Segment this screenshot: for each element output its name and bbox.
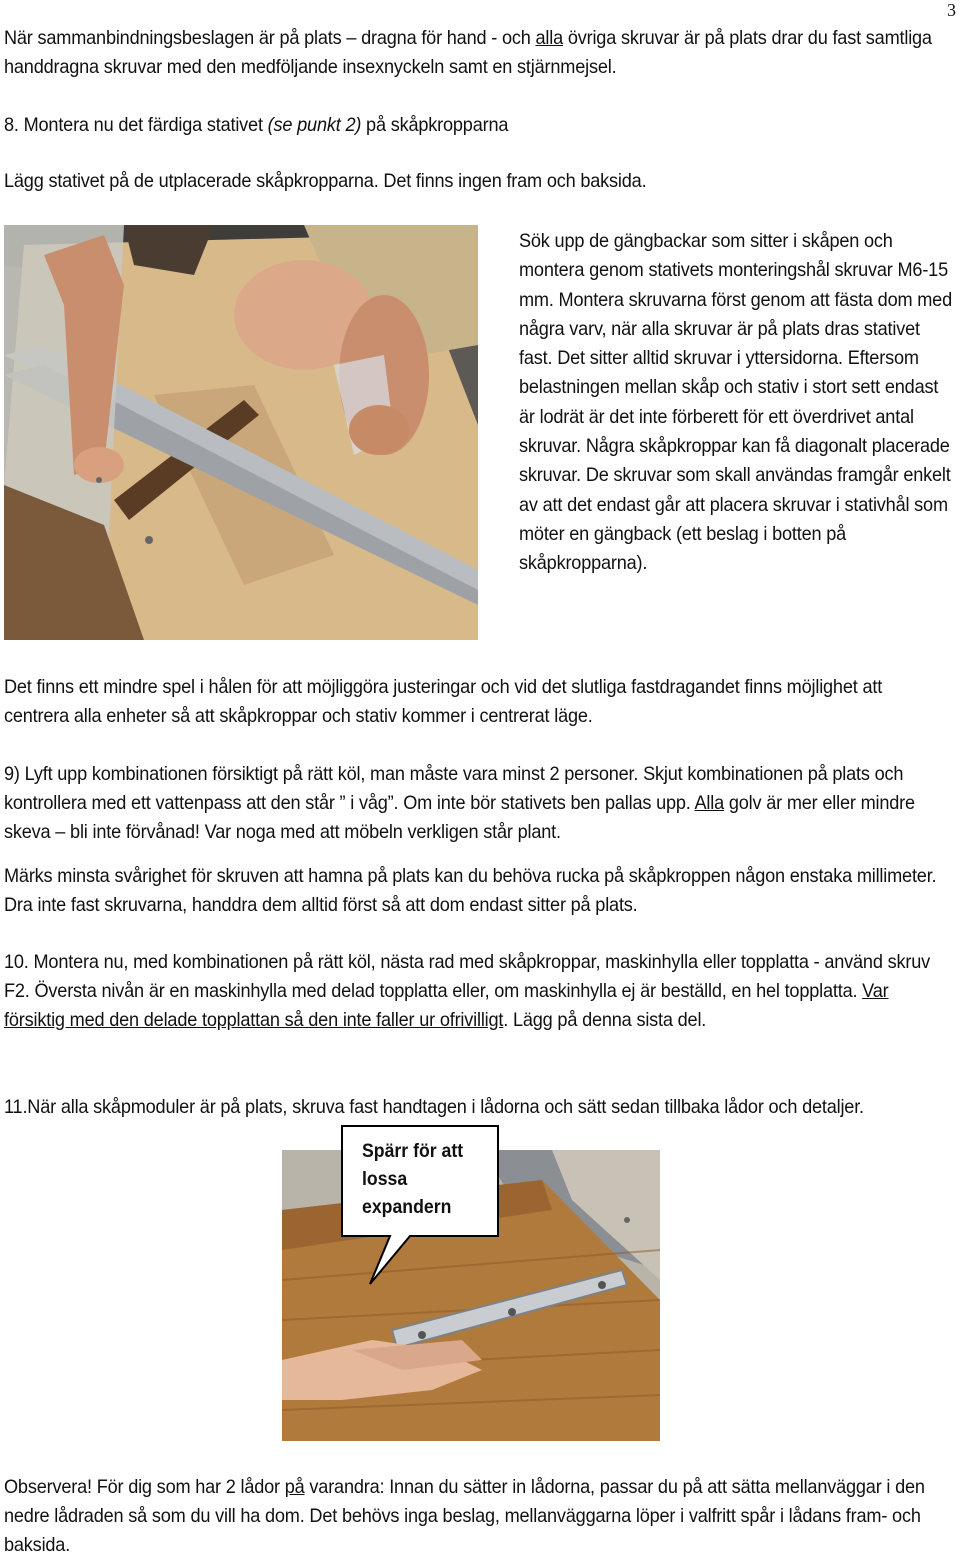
- photo-frame-mounting-illustration: [4, 225, 478, 640]
- step-11: 11.När alla skåpmoduler är på plats, skruva fast handtagen i lådorna och sätt sedan tillbaka lådor och detaljer.: [4, 1096, 864, 1118]
- page-number: 3: [947, 0, 956, 20]
- paragraph-observe: Observera! För dig som har 2 lådor på varandra: Innan du sätter in lådorna, passar du på att sätta mellanväggar i den nedre lådraden så som du vill ha dom. Det behövs inga beslag, mellanväggarna löper i valfritt spår i lådans fram- och baksida.: [4, 1476, 925, 1556]
- step-10: 10. Montera nu, med kombinationen på rätt köl, nästa rad med skåpkroppar, maskinhylla eller topplatta - använd skruv F2. Översta nivån är en maskinhylla med delad topplatta eller, om maskinhylla ej är beställd, en hel topplatta. Var försiktig med den delade topplattan så den inte faller ur ofrivilligt. Lägg på denna sista del.: [4, 951, 930, 1031]
- underlined-warning: Var försiktig med den delade topplattan så den inte faller ur ofrivilligt: [4, 980, 889, 1031]
- side-instructions: Sök upp de gängbackar som sitter i skåpen och montera genom stativets monteringshål skruvar M6-15 mm. Montera skruvarna först genom att fästa dom med några varv, när alla skruvar är på plats dras stativet fast. Det sitter alltid skruvar i yttersidorna. Eftersom belastningen mellan skåp och stativ i stort sett endast är lodrät är det inte förberett för ett överdrivet antal skruvar. Några skåpkroppar kan få diagonalt placerade skruvar. De skruvar som skall användas framgår enkelt av att det endast går att placera skruvar i stativhål som möter en gängback (ett beslag i botten på skåpkropparna).: [519, 230, 952, 575]
- paragraph-lay-frame: Lägg stativet på de utplacerade skåpkropparna. Det finns ingen fram och baksida.: [4, 170, 647, 192]
- paragraph-adjust: Märks minsta svårighet för skruven att hamna på plats kan du behöva rucka på skåpkroppen någon enstaka millimeter. Dra inte fast skruvarna, handdra dem alltid först så att dom endast sitter på plats.: [4, 865, 937, 916]
- underlined-word: alla: [535, 27, 563, 49]
- callout-text: Spärr för att lossa expandern: [362, 1141, 464, 1218]
- underlined-word: Alla: [694, 792, 725, 814]
- step-9: 9) Lyft upp kombinationen försiktigt på rätt köl, man måste vara minst 2 personer. Skjut kombinationen på plats och kontrollera med ett vattenpass att den står ” i våg”. Om inte bör stativets ben pallas upp. Alla golv är mer eller mindre skeva – bli inte förvånad! Var noga med att möbeln verkligen står plant.: [4, 763, 915, 843]
- underlined-word: på: [284, 1476, 305, 1498]
- paragraph-tightening: När sammanbindningsbeslagen är på plats – dragna för hand - och alla övriga skruvar är på plats drar du fast samtliga handdragna skruvar med den medföljande insexnyckeln samt en stjärnmejsel.: [4, 27, 932, 78]
- paragraph-play-in-holes: Det finns ett mindre spel i hålen för att möjliggöra justeringar och vid det slutliga fastdragandet finns möjlighet att centrera alla enheter så att skåpkroppar och stativ kommer i centrerat läge.: [4, 676, 883, 727]
- step-8-heading: 8. Montera nu det färdiga stativet (se punkt 2) på skåpkropparna: [4, 114, 509, 136]
- photo-frame-mounting: [4, 225, 478, 640]
